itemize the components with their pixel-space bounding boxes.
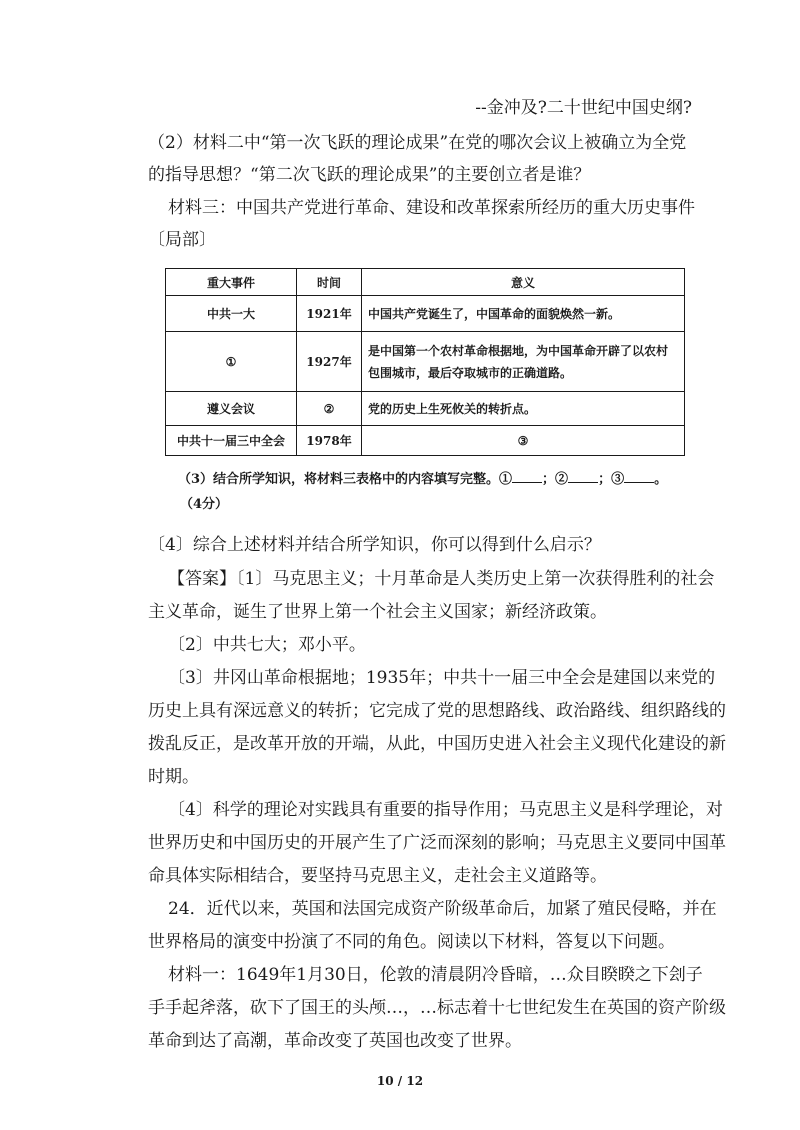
table-cell: 党的历史上生死攸关的转折点。 <box>362 392 685 426</box>
answer-line: 主义革命，诞生了世界上第一个社会主义国家；新经济政策。 <box>148 602 607 622</box>
table-cell: 中共十一届三中全会 <box>166 426 297 456</box>
table-header: 重大事件 <box>166 269 297 296</box>
answer-line: 〔2〕中共七大；邓小平。 <box>168 635 366 655</box>
source-citation: --金冲及?二十世纪中国史纲? <box>475 98 692 118</box>
table-cell: 中国共产党诞生了，中国革命的面貌焕然一新。 <box>362 296 685 332</box>
table-cell: 是中国第一个农村革命根据地，为中国革命开辟了以农村包围城市，最后夺取城市的正确道路。 <box>362 332 685 392</box>
answer-blank-2[interactable] <box>568 470 598 483</box>
question-3 <box>178 468 667 487</box>
answer-line: 【答案】〔1〕马克思主义；十月革命是人类历史上第一次获得胜利的社会 <box>168 569 715 589</box>
question-24-line: 24．近代以来，英国和法国完成资产阶级革命后，加紧了殖民侵略，并在 <box>168 899 717 919</box>
table-cell: ③ <box>362 426 685 456</box>
answer-line: 世界历史和中国历史的开展产生了广泛而深刻的影响；马克思主义要同中国革 <box>148 833 726 853</box>
question-3-text: （3）结合所学知识，将材料三表格中的内容填写完整。① <box>178 472 513 487</box>
events-table <box>165 268 685 456</box>
material-1-line: 革命到达了高潮，革命改变了英国也改变了世界。 <box>148 1031 522 1051</box>
blank-separator: ；② <box>542 472 569 487</box>
answer-line: 〔3〕井冈山革命根据地；1935年；中共十一届三中全会是建国以来党的 <box>168 668 716 688</box>
table-row <box>166 392 685 426</box>
table-cell: 遵义会议 <box>166 392 297 426</box>
table-cell: ① <box>166 332 297 392</box>
table-row <box>166 296 685 332</box>
material-3-line-2: 〔局部〕 <box>148 230 216 250</box>
question-2-line-2: 的指导思想？“第二次飞跃的理论成果”的主要创立者是谁？ <box>148 165 591 185</box>
answer-line: 拨乱反正，是改革开放的开端，从此，中国历史进入社会主义现代化建设的新 <box>148 734 726 754</box>
page-number: 10 / 12 <box>376 1074 424 1088</box>
answer-line: 〔4〕科学的理论对实践具有重要的指导作用；马克思主义是科学理论，对 <box>168 800 723 820</box>
answer-blank-1[interactable] <box>512 470 542 483</box>
table-row <box>166 426 685 456</box>
question-2-line-1: （2）材料二中“第一次飞跃的理论成果”在党的哪次会议上被确立为全党 <box>148 133 687 153</box>
blank-separator: ；③ <box>598 472 625 487</box>
table-cell: 1921年 <box>297 296 362 332</box>
answer-line: 历史上具有深远意义的转折；它完成了党的思想路线、政治路线、组织路线的 <box>148 701 726 721</box>
answer-line: 命具体实际相结合，要坚持马克思主义，走社会主义道路等。 <box>148 866 607 886</box>
answer-line: 时期。 <box>148 767 199 787</box>
table-cell: ② <box>297 392 362 426</box>
answer-blank-3[interactable] <box>624 470 654 483</box>
question-3-end: 。 <box>654 472 668 487</box>
material-3-line-1: 材料三：中国共产党进行革命、建设和改革探索所经历的重大历史事件 <box>168 198 695 218</box>
question-24-line: 世界格局的演变中扮演了不同的角色。阅读以下材料，答复以下问题。 <box>148 932 675 952</box>
table-cell: 中共一大 <box>166 296 297 332</box>
table-row <box>166 332 685 392</box>
material-1-line: 手手起斧落，砍下了国王的头颅…，…标志着十七世纪发生在英国的资产阶级 <box>148 998 726 1018</box>
table-cell: 1978年 <box>297 426 362 456</box>
question-4: 〔4〕综合上述材料并结合所学知识，你可以得到什么启示？ <box>148 535 601 555</box>
table-header: 时间 <box>297 269 362 296</box>
question-3-score: （4分） <box>180 497 229 512</box>
table-header-row <box>166 269 685 296</box>
material-1-line: 材料一：1649年1月30日，伦敦的清晨阴冷昏暗，…众目睽睽之下刽子 <box>168 965 703 985</box>
table-cell: 1927年 <box>297 332 362 392</box>
table-header: 意义 <box>362 269 685 296</box>
